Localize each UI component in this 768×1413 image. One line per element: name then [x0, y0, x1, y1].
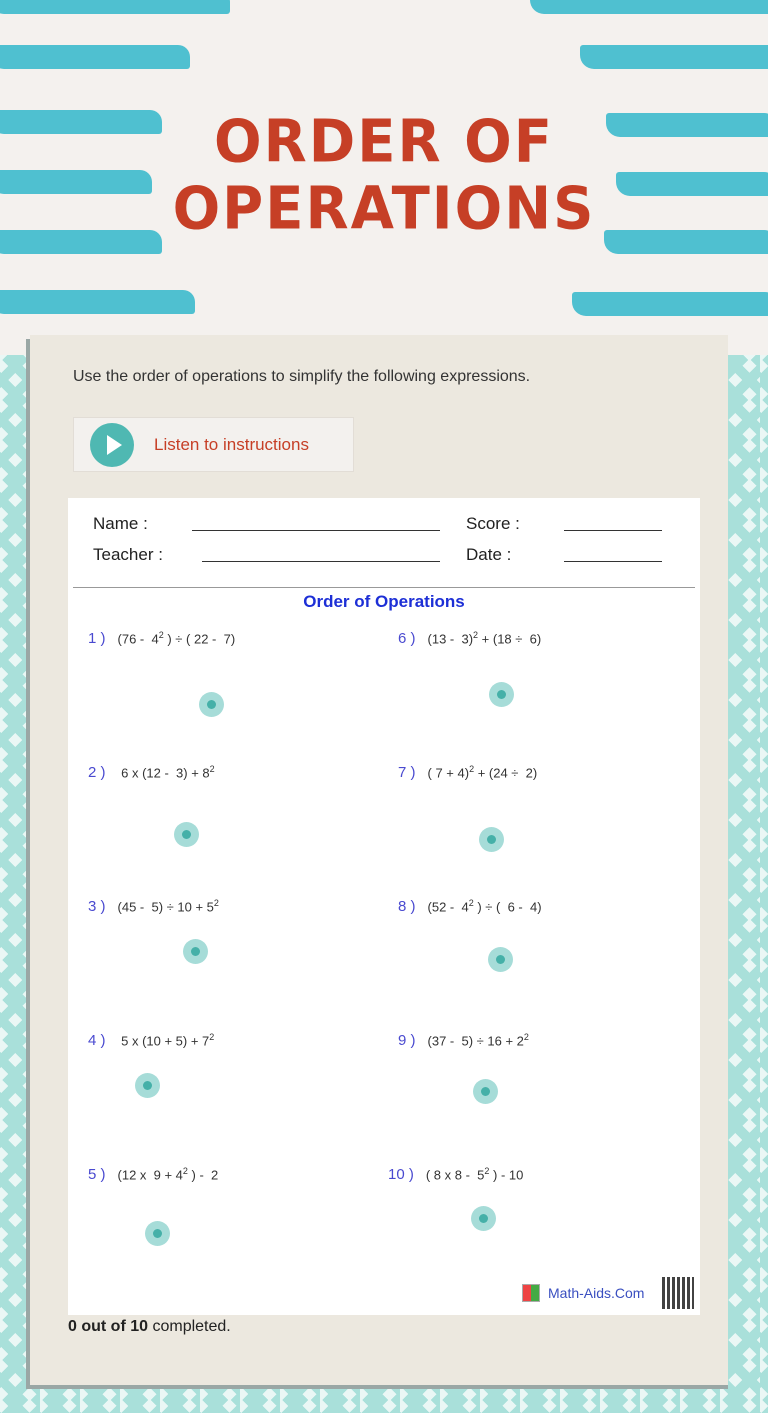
- logo-text: Math-Aids.Com: [548, 1285, 645, 1301]
- expression-text: ) ÷ ( 6 - 4): [473, 899, 542, 915]
- expression-text: ) - 2: [187, 1167, 219, 1183]
- brush-stroke: [0, 45, 190, 69]
- exponent: 2: [473, 630, 479, 640]
- worksheet-title: Order of Operations: [303, 592, 465, 611]
- title-line-1: ORDER OF: [214, 107, 554, 176]
- question-8: [398, 898, 542, 915]
- listen-button[interactable]: [73, 417, 354, 472]
- expression-text: + (24 ÷ 2): [474, 765, 538, 781]
- expression-text: (37 - 5) ÷ 16 + 2: [427, 1033, 524, 1049]
- question-6: [398, 630, 541, 647]
- listen-label: Listen to instructions: [154, 434, 309, 454]
- expression-text: (13 - 3): [427, 631, 474, 647]
- date-line: [564, 561, 662, 562]
- question-number: 4 ): [88, 1032, 106, 1050]
- expression-text: ) - 10: [489, 1167, 524, 1183]
- answer-drop-target-6[interactable]: [489, 682, 514, 707]
- expression-text: 5 x (10 + 5) + 7: [117, 1033, 210, 1049]
- question-5: [88, 1166, 218, 1183]
- answer-drop-target-9[interactable]: [473, 1079, 498, 1104]
- answer-drop-target-4[interactable]: [135, 1073, 160, 1098]
- date-label: Date :: [466, 545, 512, 564]
- question-7: [398, 764, 537, 781]
- teacher-line: [202, 561, 440, 562]
- score-label: Score :: [466, 514, 520, 533]
- answer-drop-target-8[interactable]: [488, 947, 513, 972]
- expression-text: (45 - 5) ÷ 10 + 5: [117, 899, 214, 915]
- answer-drop-target-10[interactable]: [471, 1206, 496, 1231]
- exponent: 2: [182, 1166, 188, 1176]
- question-number: 6 ): [398, 630, 416, 648]
- teacher-label: Teacher :: [93, 545, 163, 564]
- answer-drop-target-7[interactable]: [479, 827, 504, 852]
- exponent: 2: [213, 898, 219, 908]
- answer-drop-target-5[interactable]: [145, 1221, 170, 1246]
- exponent: 2: [484, 1166, 490, 1176]
- math-aids-logo: [522, 1284, 644, 1302]
- exponent: 2: [158, 630, 164, 640]
- question-10: [388, 1166, 523, 1183]
- brush-stroke: [0, 290, 195, 314]
- brush-stroke: [580, 45, 768, 69]
- expression-text: (12 x 9 + 4: [117, 1167, 183, 1183]
- question-number: 10 ): [388, 1166, 414, 1184]
- question-number: 1 ): [88, 630, 106, 648]
- question-3: [88, 898, 219, 915]
- expression-text: (52 - 4: [427, 899, 469, 915]
- question-number: 5 ): [88, 1166, 106, 1184]
- expression-text: 6 x (12 - 3) + 8: [117, 765, 210, 781]
- score-line: [564, 530, 662, 531]
- question-2: [88, 764, 215, 781]
- expression-text: ( 7 + 4): [427, 765, 470, 781]
- exponent: 2: [468, 898, 474, 908]
- question-9: [398, 1032, 529, 1049]
- qr-code-icon: [662, 1277, 694, 1309]
- math-aids-icon: [522, 1284, 540, 1302]
- question-number: 8 ): [398, 898, 416, 916]
- exponent: 2: [523, 1032, 529, 1042]
- header-banner: [0, 0, 768, 355]
- brush-stroke: [0, 0, 230, 14]
- question-1: [88, 630, 235, 647]
- question-number: 3 ): [88, 898, 106, 916]
- play-icon: [90, 423, 134, 467]
- question-4: [88, 1032, 214, 1049]
- exponent: 2: [209, 1032, 215, 1042]
- brush-stroke: [572, 292, 768, 316]
- instructions-text: Use the order of operations to simplify the following expressions.: [73, 368, 531, 385]
- exponent: 2: [469, 764, 475, 774]
- progress-text: [68, 1318, 231, 1336]
- progress-label: completed.: [148, 1318, 231, 1335]
- answer-drop-target-1[interactable]: [199, 692, 224, 717]
- page-title: [0, 109, 768, 243]
- expression-text: (76 - 4: [117, 631, 159, 647]
- answer-drop-target-2[interactable]: [174, 822, 199, 847]
- progress-count: 0 out of 10: [68, 1318, 149, 1335]
- expression-text: ) ÷ ( 22 - 7): [163, 631, 236, 647]
- name-label: Name :: [93, 514, 148, 533]
- question-number: 7 ): [398, 764, 416, 782]
- exponent: 2: [209, 764, 215, 774]
- expression-text: ( 8 x 8 - 5: [425, 1167, 485, 1183]
- expression-text: + (18 ÷ 6): [478, 631, 542, 647]
- question-number: 2 ): [88, 764, 106, 782]
- question-number: 9 ): [398, 1032, 416, 1050]
- name-line: [192, 530, 440, 531]
- answer-drop-target-3[interactable]: [183, 939, 208, 964]
- brush-stroke: [530, 0, 768, 14]
- title-line-2: OPERATIONS: [172, 174, 596, 244]
- worksheet: [68, 498, 700, 1315]
- divider: [73, 587, 695, 588]
